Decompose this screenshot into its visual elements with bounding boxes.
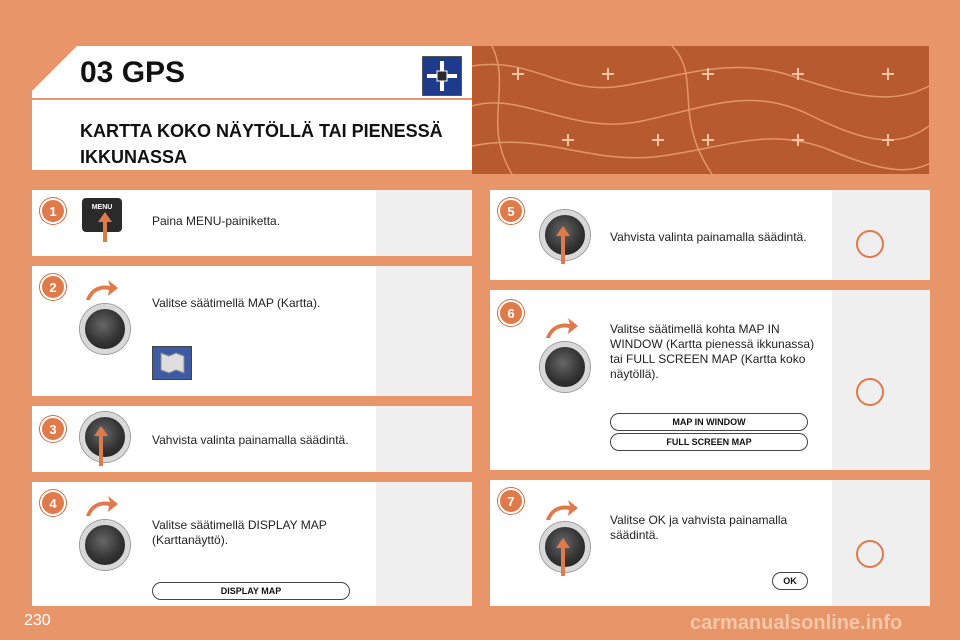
step-number: 1 — [40, 198, 66, 224]
arrow-up-icon — [98, 212, 112, 247]
section-heading: KARTTA KOKO NÄYTÖLLÄ TAI PIENESSÄ IKKUNASSA — [80, 121, 443, 167]
display-map-option[interactable]: DISPLAY MAP — [152, 582, 350, 600]
step-7-text: Valitse OK ja vahvista painamalla säädintä. — [610, 513, 788, 542]
console-image — [832, 480, 930, 606]
step-3-text: Vahvista valinta painamalla säädintä. — [152, 433, 349, 447]
step-number: 3 — [40, 416, 66, 442]
map-icon — [152, 346, 192, 380]
rotate-arrow-icon — [84, 280, 118, 307]
step-number: 7 — [498, 488, 524, 514]
rotate-arrow-icon — [84, 496, 118, 523]
page-title: 03 GPS — [80, 56, 186, 89]
console-image — [376, 482, 472, 606]
step-number: 2 — [40, 274, 66, 300]
rotary-knob[interactable] — [80, 520, 130, 570]
step-number: 5 — [498, 198, 524, 224]
ok-option[interactable]: OK — [772, 572, 808, 590]
console-image — [376, 266, 472, 396]
watermark: carmanualsonline.info — [690, 612, 903, 634]
console-knob-highlight — [856, 230, 884, 258]
step-2-text: Valitse säätimellä MAP (Kartta). — [152, 296, 321, 310]
rotary-knob[interactable] — [80, 304, 130, 354]
map-in-window-option[interactable]: MAP IN WINDOW — [610, 413, 808, 431]
topographic-banner — [472, 46, 929, 174]
step-number: 4 — [40, 490, 66, 516]
menu-button[interactable]: MENU — [82, 198, 122, 232]
step-5-text: Vahvista valinta painamalla säädintä. — [610, 230, 807, 244]
console-image — [376, 190, 472, 256]
step-number: 6 — [498, 300, 524, 326]
step-6-text: Valitse säätimellä kohta MAP IN WINDOW (Kartta pienessä ikkunassa) tai FULL SCREEN MAP (Kartta koko näytöllä). — [610, 322, 815, 381]
console-image — [376, 406, 472, 472]
header-divider — [32, 98, 472, 100]
rotary-knob[interactable] — [540, 342, 590, 392]
arrow-up-icon — [94, 426, 108, 471]
page-number: 230 — [24, 612, 51, 629]
arrow-up-icon — [556, 538, 570, 581]
full-screen-map-option[interactable]: FULL SCREEN MAP — [610, 433, 808, 451]
gps-crosshair-icon — [422, 56, 462, 96]
console-knob-highlight — [856, 378, 884, 406]
step-1-text: Paina MENU-painiketta. — [152, 214, 281, 228]
rotate-arrow-icon — [544, 318, 578, 345]
step-4-text: Valitse säätimellä DISPLAY MAP (Karttanäyttö). — [152, 518, 327, 547]
arrow-up-icon — [556, 226, 570, 269]
console-image — [832, 290, 930, 470]
console-knob-highlight — [856, 540, 884, 568]
